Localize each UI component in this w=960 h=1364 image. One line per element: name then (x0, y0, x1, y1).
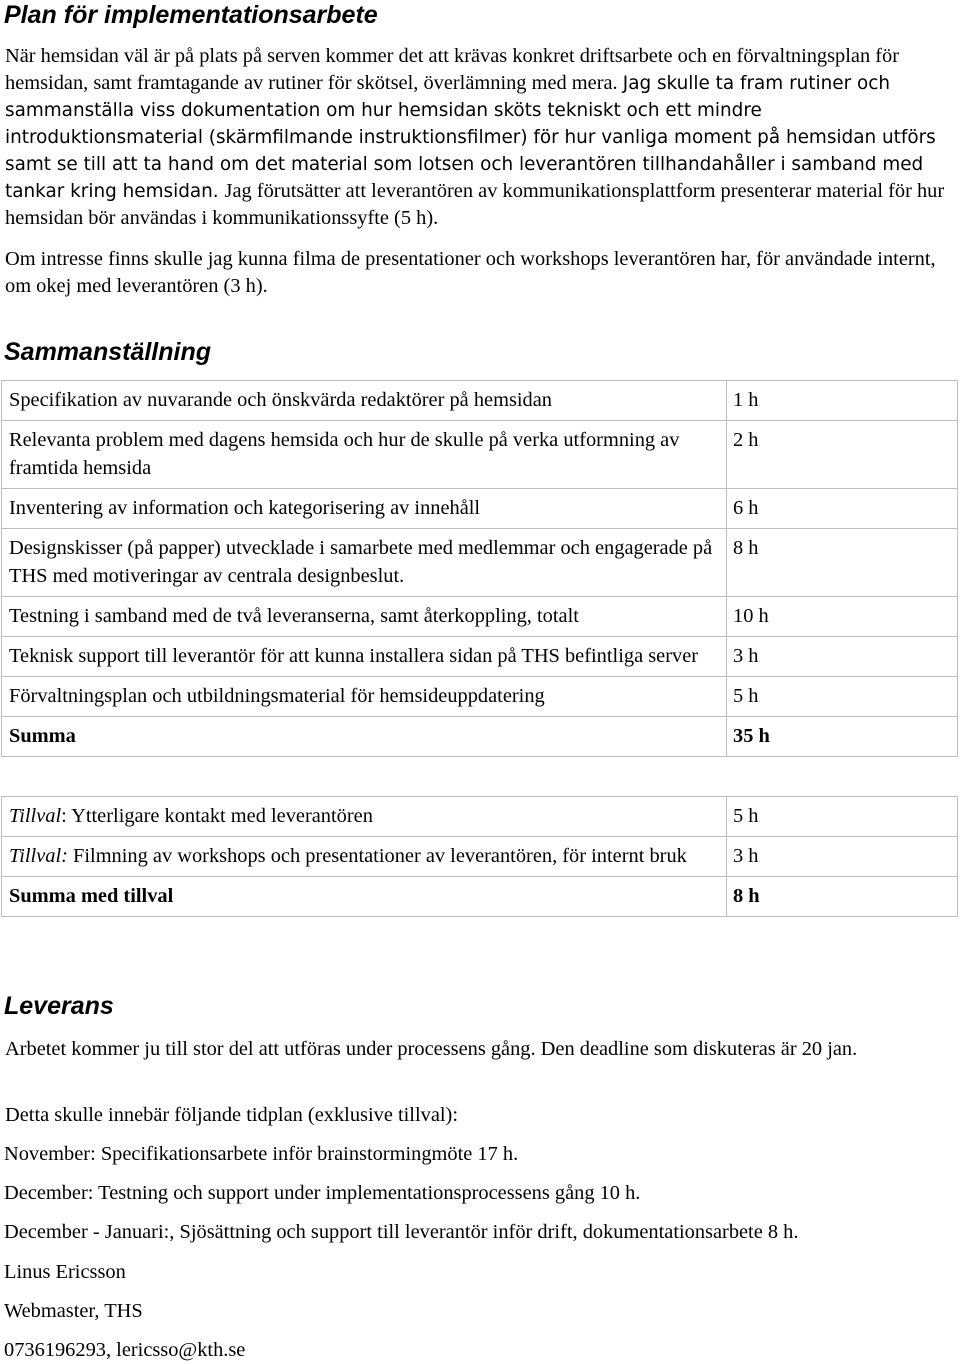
schedule-december-januari: December - Januari:, Sjösättning och support till leverantör inför drift, dokumentationsarbete 8 h. (4, 1221, 799, 1243)
table-row (2, 529, 958, 597)
plan-heading: Plan för implementationsarbete (4, 1, 378, 29)
hours-cell: 5 h (727, 797, 958, 837)
summary-heading: Sammanställning (4, 338, 211, 366)
table-row (2, 489, 958, 529)
task-cell: Specifikation av nuvarande och önskvärda redaktörer på hemsidan (2, 381, 727, 421)
table-row (2, 837, 958, 877)
hours-cell: 1 h (727, 381, 958, 421)
delivery-paragraph-2: Detta skulle innebär följande tidplan (exklusive tillval): (5, 1104, 458, 1126)
task-cell: Designskisser (på papper) utvecklade i samarbete med medlemmar och engagerade på THS med motiveringar av centrala designbeslut. (2, 529, 727, 597)
hours-cell: 10 h (727, 597, 958, 637)
signature-role: Webmaster, THS (4, 1300, 143, 1322)
hours-table (1, 380, 958, 757)
task-cell: Relevanta problem med dagens hemsida och hur de skulle på verka utformning av framtida hemsida (2, 421, 727, 489)
hours-cell: 6 h (727, 489, 958, 529)
optional-hours-table (1, 796, 958, 917)
table-row (2, 421, 958, 489)
hours-cell: 3 h (727, 637, 958, 677)
schedule-december: December: Testning och support under implementationsprocessens gång 10 h. (4, 1182, 641, 1204)
table-total-row (2, 877, 958, 917)
plan-paragraph-1 (5, 43, 955, 232)
task-text: : Ytterligare kontakt med leverantören (61, 805, 373, 827)
schedule-november: November: Specifikationsarbete inför brainstormingmöte 17 h. (4, 1143, 519, 1165)
delivery-heading: Leverans (4, 992, 114, 1020)
plan-paragraph-1-part-c: Jag förutsätter att leverantören av kommunikationsplattform presenterar material för hur hemsidan bör användas i kommunikationssyfte (5 h). (5, 180, 945, 229)
table-row (2, 637, 958, 677)
hours-cell: 3 h (727, 837, 958, 877)
total-label: Summa med tillval (2, 877, 727, 917)
task-cell: Förvaltningsplan och utbildningsmaterial för hemsideuppdatering (2, 677, 727, 717)
plan-paragraph-1-part-b: Jag skulle ta fram rutiner och sammanställa viss dokumentation om hur hemsidan sköts tekniskt och ett mindre introduktionsmaterial (skärmfilmande instruktionsfilmer) för hur vanliga moment på hemsidan utförs samt se till att ta hand om det material som lotsen och leverantören tillhandahåller i samband med tankar kring hemsidan. (5, 73, 936, 202)
plan-paragraph-1-part-a: När hemsidan väl är på plats på serven kommer det att krävas konkret driftsarbete och en förvaltningsplan för hemsidan, samt framtagande av rutiner för skötsel, överlämning med mera. (5, 45, 900, 94)
total-label: Summa (2, 717, 727, 757)
task-cell: Inventering av information och kategorisering av innehåll (2, 489, 727, 529)
hours-cell: 8 h (727, 529, 958, 597)
plan-paragraph-2: Om intresse finns skulle jag kunna filma de presentationer och workshops leverantören har, för användade internt, om okej med leverantören (3 h). (5, 248, 936, 297)
delivery-paragraph-1: Arbetet kommer ju till stor del att utföras under processens gång. Den deadline som diskuteras är 20 jan. (5, 1038, 858, 1060)
table-row (2, 381, 958, 421)
hours-cell: 2 h (727, 421, 958, 489)
task-cell (2, 837, 727, 877)
optional-prefix: Tillval (9, 805, 62, 827)
task-cell: Teknisk support till leverantör för att kunna installera sidan på THS befintliga server (2, 637, 727, 677)
signature-name: Linus Ericsson (4, 1261, 126, 1283)
task-cell (2, 797, 727, 837)
task-cell: Testning i samband med de två leveranserna, samt återkoppling, totalt (2, 597, 727, 637)
hours-cell: 5 h (727, 677, 958, 717)
optional-prefix: Tillval: (9, 845, 68, 867)
total-hours: 35 h (727, 717, 958, 757)
total-hours: 8 h (727, 877, 958, 917)
task-text: Filmning av workshops och presentationer av leverantören, för internt bruk (67, 845, 687, 867)
table-row (2, 597, 958, 637)
table-row (2, 677, 958, 717)
table-row (2, 797, 958, 837)
table-total-row (2, 717, 958, 757)
signature-contact: 0736196293, lericsso@kth.se (4, 1339, 246, 1361)
